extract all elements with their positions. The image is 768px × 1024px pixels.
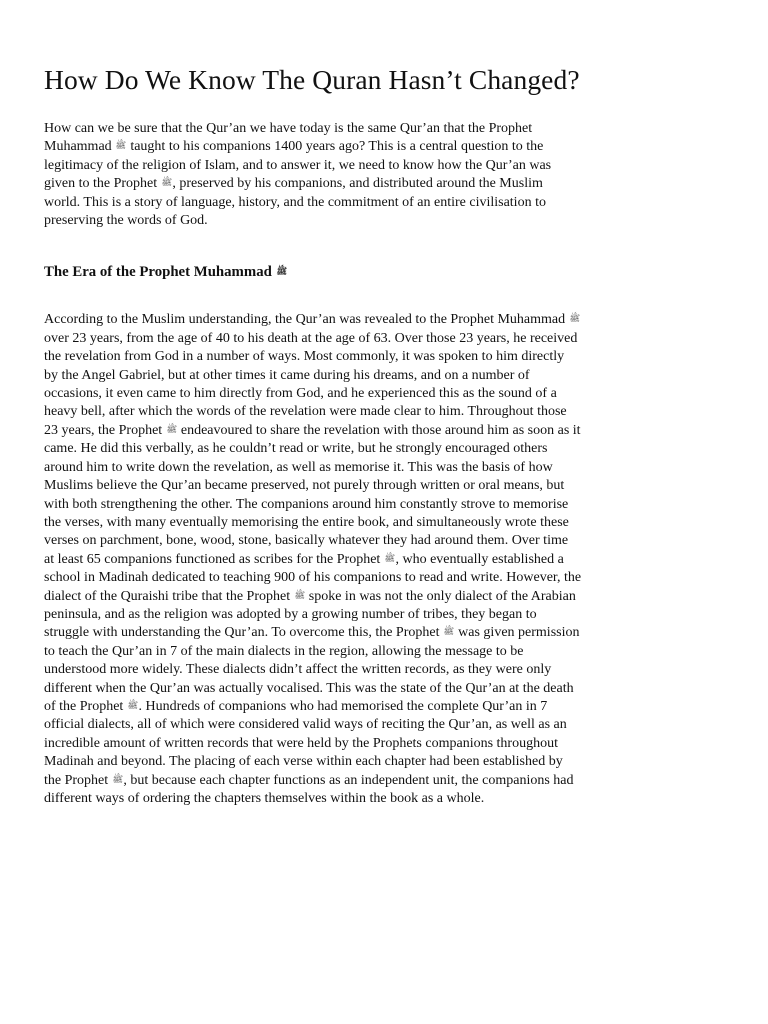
body-line: [44, 624, 658, 642]
body-line: [44, 532, 658, 550]
page-title: How Do We Know The Quran Hasn’t Changed?: [44, 64, 580, 95]
body-line: [44, 551, 658, 569]
text-run: legitimacy of the religion of Islam, and to answer it, we need to know how the Qur’an was: [44, 157, 552, 173]
body-line: [44, 753, 658, 771]
honorific-icon: ﷺ: [166, 424, 177, 435]
text-run: by the Angel Gabriel, but at other times it came during his dreams, and on a number of: [44, 367, 530, 383]
body-line: [44, 735, 658, 753]
text-run: Muslims believe the Qur’an became preserved, not purely through written or oral means, but: [44, 478, 565, 494]
text-run: endeavoured to share the revelation with those around him as soon as it: [177, 422, 581, 438]
text-run: with both strengthening the other. The companions around him constantly strove to memorise: [44, 496, 569, 512]
text-run: understood more widely. These dialects didn’t affect the written records, as they were only: [44, 662, 552, 678]
intro-line: [44, 138, 658, 156]
text-run: to teach the Qur’an in 7 of the main dialects in the region, allowing the message to be: [44, 643, 524, 659]
honorific-icon: ﷺ: [127, 700, 138, 711]
body-line: [44, 716, 658, 734]
text-run: Madinah and beyond. The placing of each verse within each chapter had been established by: [44, 754, 563, 770]
text-run: verses on parchment, bone, wood, stone, basically whatever they had around them. Over time: [44, 533, 569, 549]
text-run: occasions, it even came to him directly from God, and he experienced this as the sound of a: [44, 386, 557, 402]
section-heading-text: The Era of the Prophet Muhammad: [44, 264, 272, 281]
body-line: [44, 385, 658, 403]
intro-line: [44, 194, 658, 212]
honorific-icon: ﷺ: [294, 590, 305, 600]
body-line: [44, 477, 658, 495]
text-run: , but because each chapter functions as an independent unit, the companions had: [123, 772, 574, 788]
body-line: [44, 330, 658, 348]
body-line: [44, 496, 658, 514]
text-run: at least 65 companions functioned as scribes for the Prophet: [44, 551, 384, 567]
text-run: Muhammad: [44, 139, 116, 155]
text-run: peninsula, and as the religion was adopted by a growing number of tribes, they began to: [44, 606, 537, 622]
body-line: [44, 643, 658, 661]
body-line: [44, 790, 658, 808]
body-line: [44, 348, 658, 366]
text-run: the Prophet: [44, 772, 112, 788]
intro-line: [44, 175, 658, 193]
body-line: [44, 403, 658, 421]
body-line: [44, 698, 658, 716]
text-run: over 23 years, from the age of 40 to his death at the age of 63. Over those 23 years, he received: [44, 330, 578, 346]
text-run: of the Prophet: [44, 698, 127, 714]
document-page: [44, 62, 658, 808]
text-run: struggle with understanding the Qur’an. To overcome this, the Prophet: [44, 625, 443, 641]
honorific-icon: ﷺ: [115, 140, 127, 151]
honorific-icon: ﷺ: [569, 313, 580, 324]
body-line: [44, 514, 658, 532]
text-run: around him to write down the revelation, as well as memorise it. This was the basis of how: [44, 459, 553, 475]
text-run: official dialects, all of which were considered valid ways of reciting the Qur’an, as well as an: [44, 717, 567, 733]
text-run: different ways of ordering the chapters themselves within the book as a whole.: [44, 791, 485, 806]
body-line: [44, 367, 658, 385]
honorific-icon: ﷺ: [443, 626, 455, 637]
text-run: heavy bell, after which the words of the revelation were made clear to him. Throughout those: [44, 404, 567, 420]
text-run: preserving the words of God.: [44, 213, 208, 229]
text-run: taught to his companions 1400 years ago? This is a central question to the: [126, 139, 544, 155]
text-run: incredible amount of written records that were held by the Prophets companions throughout: [44, 735, 558, 751]
intro-line: [44, 157, 658, 175]
text-run: different when the Qur’an was actually vocalised. This was the state of the Qur’an at the death: [44, 680, 574, 696]
intro-line: [44, 212, 658, 230]
honorific-icon: ﷺ: [112, 774, 123, 784]
text-run: , preserved by his companions, and distributed around the Muslim: [172, 176, 543, 192]
text-run: was given permission: [454, 625, 580, 641]
section-heading: [44, 262, 658, 282]
text-run: came. He did this verbally, as he couldn’t read or write, but he strongly encouraged others: [44, 441, 548, 457]
honorific-icon: ﷺ: [276, 266, 287, 277]
text-run: world. This is a story of language, history, and the commitment of an entire civilisation to: [44, 194, 546, 210]
text-run: the verses, with many eventually memorising the entire book, and simultaneously wrote these: [44, 514, 569, 530]
text-run: , who eventually established a: [395, 551, 564, 567]
intro-paragraph: [44, 120, 658, 230]
text-run: dialect of the Quraishi tribe that the Prophet: [44, 588, 294, 604]
text-run: How can we be sure that the Qur’an we have today is the same Qur’an that the Prophet: [44, 121, 533, 136]
text-run: school in Madinah dedicated to teaching 900 of his companions to read and write. However, the: [44, 570, 582, 586]
body-line: [44, 569, 658, 587]
text-run: . Hundreds of companions who had memorised the complete Qur’an in 7: [138, 698, 548, 714]
body-line: [44, 459, 658, 477]
body-line: [44, 772, 658, 790]
text-run: the revelation from God in a number of ways. Most commonly, it was spoken to him directly: [44, 349, 565, 365]
body-line: [44, 422, 658, 440]
body-line: [44, 661, 658, 679]
body-line: [44, 680, 658, 698]
body-line: [44, 606, 658, 624]
intro-line: [44, 120, 658, 138]
honorific-icon: ﷺ: [384, 553, 395, 564]
text-run: According to the Muslim understanding, the Qur’an was revealed to the Prophet Muhammad: [44, 312, 569, 328]
body-line: [44, 311, 658, 329]
text-run: given to the Prophet: [44, 176, 161, 192]
body-line: [44, 588, 658, 606]
body-line: [44, 440, 658, 458]
body-paragraph: [44, 311, 658, 808]
text-run: 23 years, the Prophet: [44, 422, 166, 438]
text-run: spoke in was not the only dialect of the Arabian: [305, 588, 576, 604]
honorific-icon: ﷺ: [161, 177, 172, 188]
